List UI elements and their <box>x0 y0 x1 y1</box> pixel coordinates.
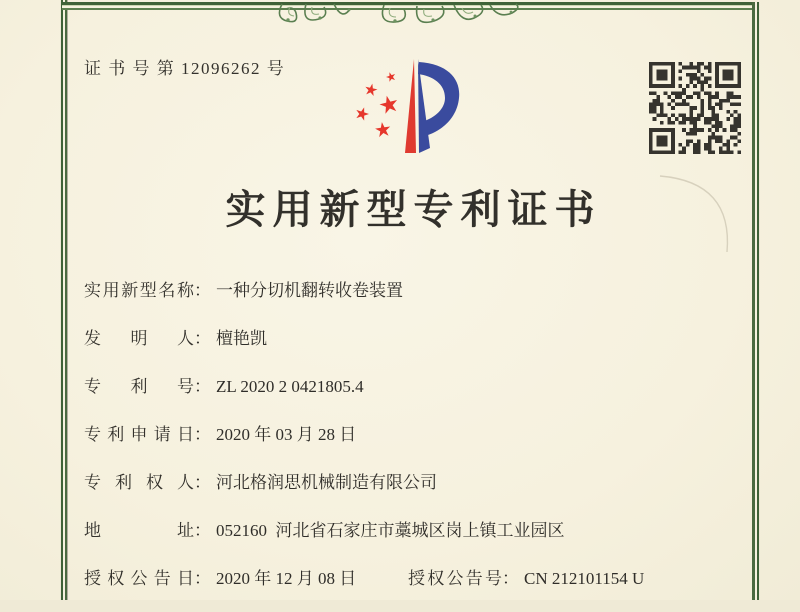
field-value: 2020 年 03 月 28 日 <box>216 425 357 444</box>
frame-right-border <box>752 2 760 600</box>
field-colon: ： <box>194 425 211 444</box>
field-colon: ： <box>194 377 211 396</box>
green-flourish-ornament-icon <box>276 3 528 37</box>
field-value: 河北格润思机械制造有限公司 <box>216 473 437 492</box>
field-colon: ： <box>194 521 211 540</box>
field-value: 2020 年 12 月 08 日 <box>216 569 357 588</box>
field-patentee <box>84 468 752 490</box>
field-label: 实用新型名称 <box>84 281 194 300</box>
field-utility-model-name <box>84 276 752 298</box>
field-label: 地址 <box>84 521 194 540</box>
field-patent-number <box>84 372 752 394</box>
field-label: 专利号 <box>84 377 194 396</box>
cnipa-patent-logo-icon <box>333 56 463 168</box>
certificate-fields <box>84 276 752 612</box>
field-value: 052160 河北省石家庄市藁城区岗上镇工业园区 <box>216 521 565 540</box>
field-colon: ： <box>502 569 519 588</box>
field-value: 一种分切机翻转收卷装置 <box>216 281 403 300</box>
field-label: 授权公告日 <box>84 569 194 588</box>
field-colon: ： <box>194 281 211 300</box>
field-label: 专利申请日 <box>84 425 194 444</box>
certificate-title: 实用新型专利证书 <box>225 187 602 232</box>
qr-code <box>649 62 741 154</box>
field-grant-date <box>84 564 752 586</box>
field-label: 授权公告号 <box>408 569 502 588</box>
field-colon: ： <box>194 569 211 588</box>
certificate-number: 证 书 号 第 12096262 号 <box>84 59 286 78</box>
field-value: 檀艳凯 <box>216 329 267 348</box>
field-filing-date <box>84 420 752 442</box>
frame-left-border <box>60 0 68 600</box>
field-address <box>84 516 752 538</box>
field-grant-number <box>408 564 644 589</box>
field-label: 专利权人 <box>84 473 194 492</box>
field-value: CN 212101154 U <box>524 569 645 588</box>
field-colon: ： <box>194 473 211 492</box>
field-inventor <box>84 324 752 346</box>
field-label: 发明人 <box>84 329 194 348</box>
field-colon: ： <box>194 329 211 348</box>
field-value: ZL 2020 2 0421805.4 <box>216 377 364 396</box>
